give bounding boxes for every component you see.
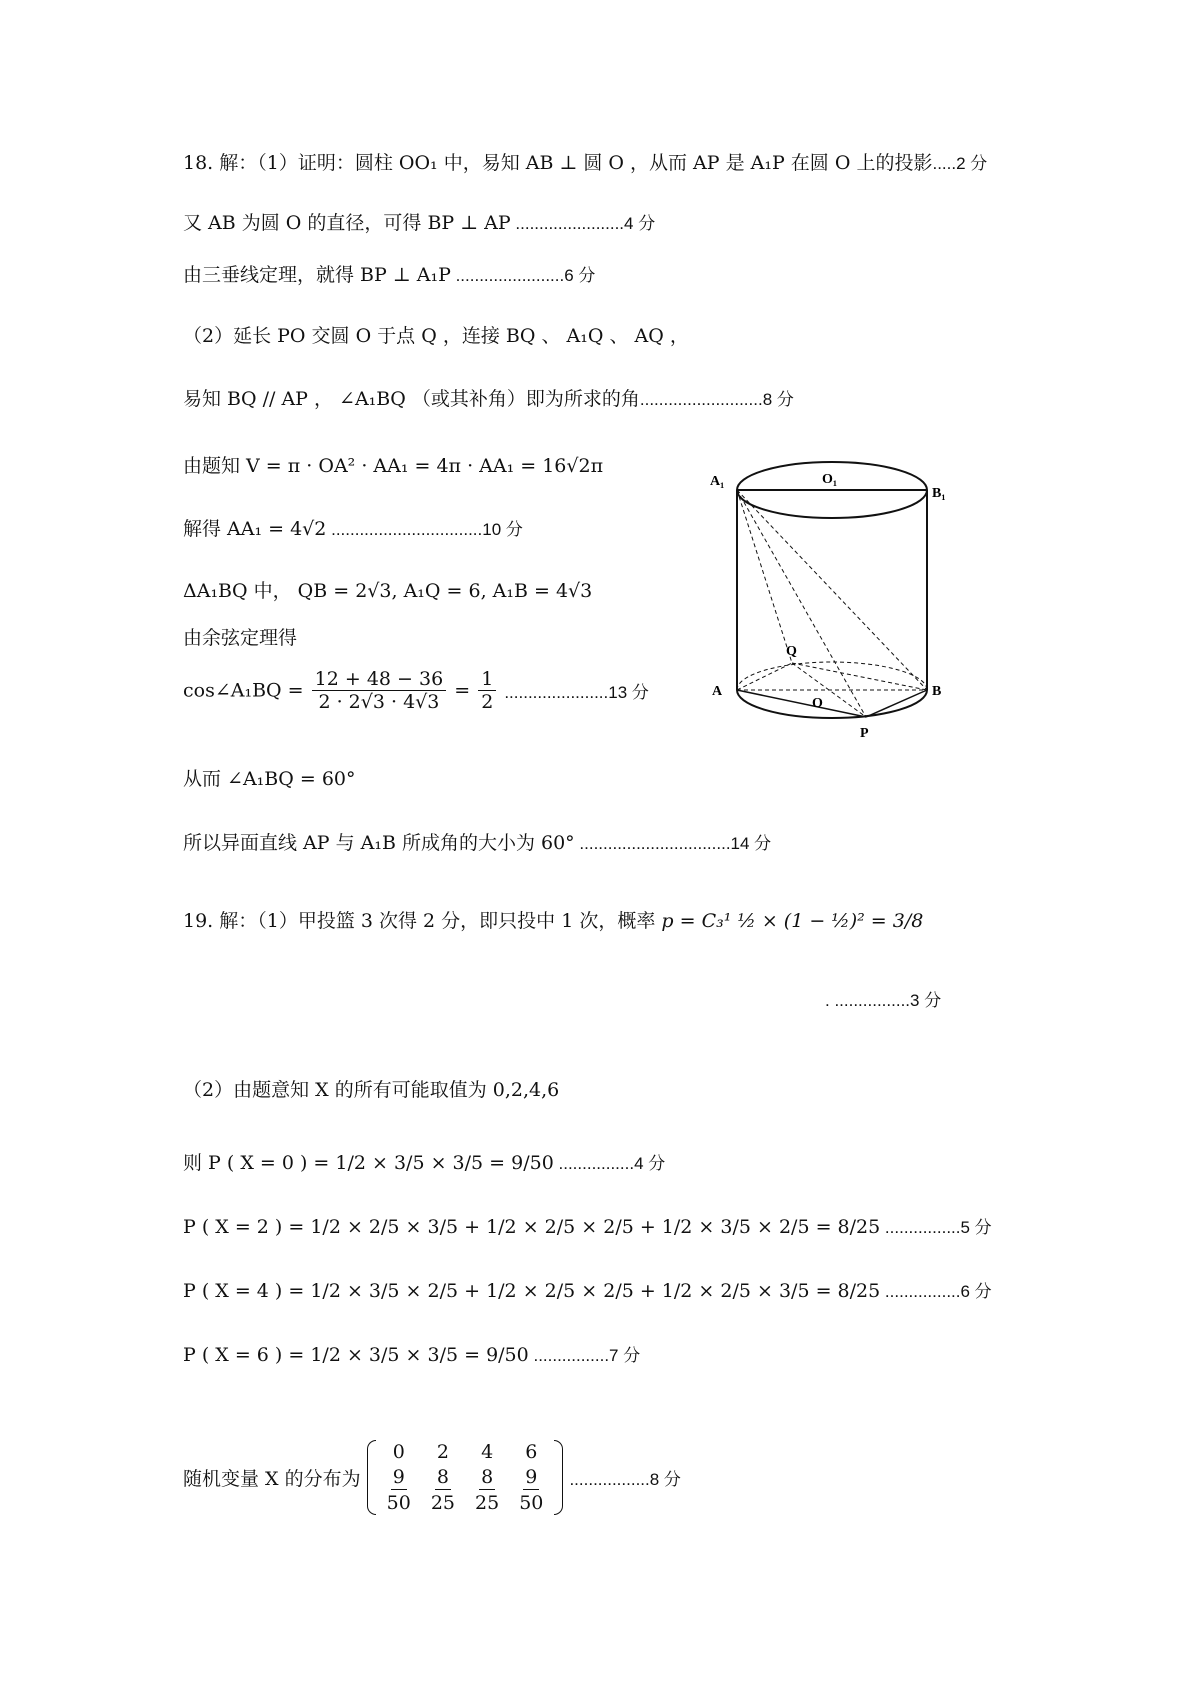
dist-prob-den: 50 [386,1492,411,1514]
label-Q: Q [786,644,797,659]
label-A: A [712,684,723,699]
q19-line-1-text: 19. 解：（1）甲投篮 3 次得 2 分，即只投中 1 次，概率 [183,910,656,932]
label-O1: O₁ [822,472,838,487]
dist-prob-den: 25 [430,1492,456,1514]
dist-prob-den: 25 [475,1492,500,1514]
dist-prob-num: 8 [436,1466,449,1488]
q18-line-3 [183,262,595,289]
q19-p2-text: P ( X = 2 ) = 1/2 × 2/5 × 3/5 + 1/2 × 2/5 × 2/5 + 1/2 × 3/5 × 2/5 = 8/25 [183,1216,881,1238]
label-A1: A₁ [710,474,725,489]
distribution-den-row [377,1491,554,1515]
line-BP [866,690,927,717]
distribution-score: .................8 分 [569,1470,681,1489]
q18-line-1 [183,150,987,177]
line-QB [792,663,927,690]
distribution-matrix [367,1440,564,1515]
q18-line-12 [183,830,771,857]
q19-p6 [183,1342,640,1369]
q18-line-10 [183,668,649,713]
dist-prob-den: 50 [519,1492,544,1514]
label-P: P [860,726,869,741]
q18-line-2-score: .......................4 分 [510,214,656,233]
line-A1P [737,490,866,717]
cos-numerator: 12 + 48 − 36 [312,668,447,691]
cos-result [478,668,496,713]
q19-distribution [183,1440,681,1515]
q19-p6-text: P ( X = 6 ) = 1/2 × 3/5 × 3/5 = 9/50 [183,1344,529,1366]
q19-p4-score: ................6 分 [880,1282,992,1301]
line-A1B [737,490,927,690]
q18-line-1-score: .....2 分 [932,154,988,173]
q18-line-4 [183,323,689,349]
q18-line-1-text: 18. 解：（1）证明：圆柱 OO₁ 中，易知 AB ⊥ 圆 O ，从而 AP 是 A₁P 在圆 O 上的投影 [183,152,933,174]
dist-value: 0 [392,1441,405,1463]
cos-denominator: 2 · 2√3 · 4√3 [318,691,440,713]
line-AP [737,690,866,717]
q18-line-3-score: .......................6 分 [450,266,596,285]
q18-line-5-score: ..........................8 分 [639,390,794,409]
q18-line-9-text: 由余弦定理得 [183,627,298,649]
q19-probability-formula: p = C₃¹ ½ × (1 − ½)² = 3/8 [661,910,924,932]
dist-prob-num: 9 [525,1466,538,1488]
q19-line-1-score: . ................3 分 [825,991,942,1010]
q18-line-3-text: 由三垂线定理，就得 BP ⊥ A₁P [183,264,451,286]
q18-line-2 [183,210,655,237]
q19-p2-score: ................5 分 [880,1218,992,1237]
q18-line-2-text: 又 AB 为圆 O 的直径，可得 BP ⊥ AP [183,212,511,234]
q18-line-12-text: 所以异面直线 AP 与 A₁B 所成角的大小为 60° [183,832,575,854]
line-A1Q [737,490,792,663]
dist-value: 6 [525,1441,538,1463]
line-AQ [737,663,792,690]
dist-prob-num: 8 [481,1466,494,1488]
q19-p2 [183,1214,992,1241]
label-B1: B₁ [932,486,946,501]
q18-line-7-score: ................................10 分 [326,520,523,539]
q19-line-2 [183,1077,559,1103]
q19-p0-text: 则 P ( X = 0 ) = 1/2 × 3/5 × 3/5 = 9/50 [183,1152,554,1174]
distribution-label: 随机变量 X 的分布为 [183,1468,361,1490]
q19-p6-score: ................7 分 [528,1346,641,1365]
q18-line-7-text: 解得 AA₁ = 4√2 [183,518,327,540]
q18-line-8-text: ΔA₁BQ 中， QB = 2√3, A₁Q = 6, A₁B = 4√3 [183,580,593,602]
q18-line-4-text: （2）延长 PO 交圆 O 于点 Q ，连接 BQ 、 A₁Q 、 AQ ， [183,325,689,347]
q18-line-9 [183,625,297,651]
cos-result-den: 2 [481,691,494,713]
q18-line-7 [183,516,523,543]
dist-value: 4 [481,1441,494,1463]
q18-line-10-score: ......................13 分 [504,683,649,702]
q18-line-11 [183,766,356,792]
q19-p4-text: P ( X = 4 ) = 1/2 × 3/5 × 2/5 + 1/2 × 2/5 × 2/5 + 1/2 × 2/5 × 3/5 = 8/25 [183,1280,881,1302]
q19-p4 [183,1278,992,1305]
q18-line-8 [183,578,592,604]
cos-fraction [312,668,447,713]
cos-label: cos∠A₁BQ = [183,679,304,702]
q19-line-2-text: （2）由题意知 X 的所有可能取值为 0,2,4,6 [183,1079,560,1101]
q18-line-11-text: 从而 ∠A₁BQ = 60° [183,768,356,790]
q19-p0-score: ................4 分 [553,1154,666,1173]
distribution-num-row [377,1464,554,1491]
bottom-front-arc [737,690,927,718]
q19-line-1 [183,908,923,934]
cos-equals: = [454,679,471,702]
q18-line-6-text: 由题知 V = π · OA² · AA₁ = 4π · AA₁ = 16√2π [183,455,604,477]
dist-prob-num: 9 [392,1466,405,1488]
q19-p0 [183,1150,665,1177]
label-O: O [812,696,823,711]
q18-line-5-text: 易知 BQ // AP ， ∠A₁BQ （或其补角）即为所求的角 [183,388,640,410]
q18-line-6 [183,453,603,479]
q18-line-5 [183,386,794,413]
cylinder-figure [700,445,960,745]
dist-value: 2 [436,1441,449,1463]
cos-result-num: 1 [478,668,496,691]
label-B: B [932,684,942,699]
distribution-values-row [377,1440,554,1464]
q19-line-1-score-row [825,987,941,1014]
q18-line-12-score: ................................14 分 [574,834,772,853]
